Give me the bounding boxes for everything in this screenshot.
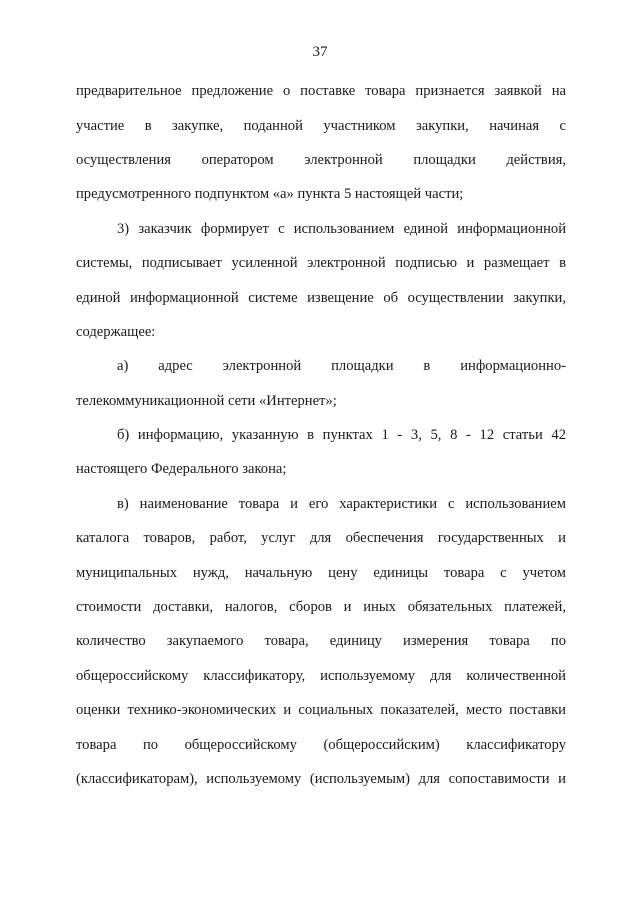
text-line: системы, подписывает усиленной электронной подписью и размещает в <box>76 255 566 271</box>
page-number: 37 <box>312 44 328 60</box>
text-line: участие в закупке, поданной участником закупки, начиная с <box>76 118 566 134</box>
text-line: количество закупаемого товара, единицу измерения товара по <box>76 633 566 649</box>
text-line: предварительное предложение о поставке товара признается заявкой на <box>76 83 566 99</box>
text-line: телекоммуникационной сети «Интернет»; <box>76 393 337 409</box>
text-line: настоящего Федерального закона; <box>76 461 287 477</box>
text-line: муниципальных нужд, начальную цену единицы товара с учетом <box>76 565 566 581</box>
text-line: каталога товаров, работ, услуг для обеспечения государственных и <box>76 530 566 546</box>
text-line: содержащее: <box>76 324 156 340</box>
text-line: а) адрес электронной площадки в информационно- <box>117 358 566 374</box>
text-line: оценки технико-экономических и социальных показателей, место поставки <box>76 702 566 718</box>
text-line: б) информацию, указанную в пунктах 1 - 3, 5, 8 - 12 статьи 42 <box>117 427 566 443</box>
text-line: осуществления оператором электронной площадки действия, <box>76 152 566 168</box>
text-line: предусмотренного подпунктом «а» пункта 5 настоящей части; <box>76 186 464 202</box>
text-line: единой информационной системе извещение об осуществлении закупки, <box>76 290 566 306</box>
text-line: (классификаторам), используемому (используемым) для сопоставимости и <box>76 771 566 787</box>
text-line: в) наименование товара и его характеристики с использованием <box>117 496 566 512</box>
text-line: стоимости доставки, налогов, сборов и иных обязательных платежей, <box>76 599 566 615</box>
text-line: общероссийскому классификатору, используемому для количественной <box>76 668 566 684</box>
text-line: 3) заказчик формирует с использованием единой информационной <box>117 221 566 237</box>
text-line: товара по общероссийскому (общероссийским) классификатору <box>76 737 566 753</box>
